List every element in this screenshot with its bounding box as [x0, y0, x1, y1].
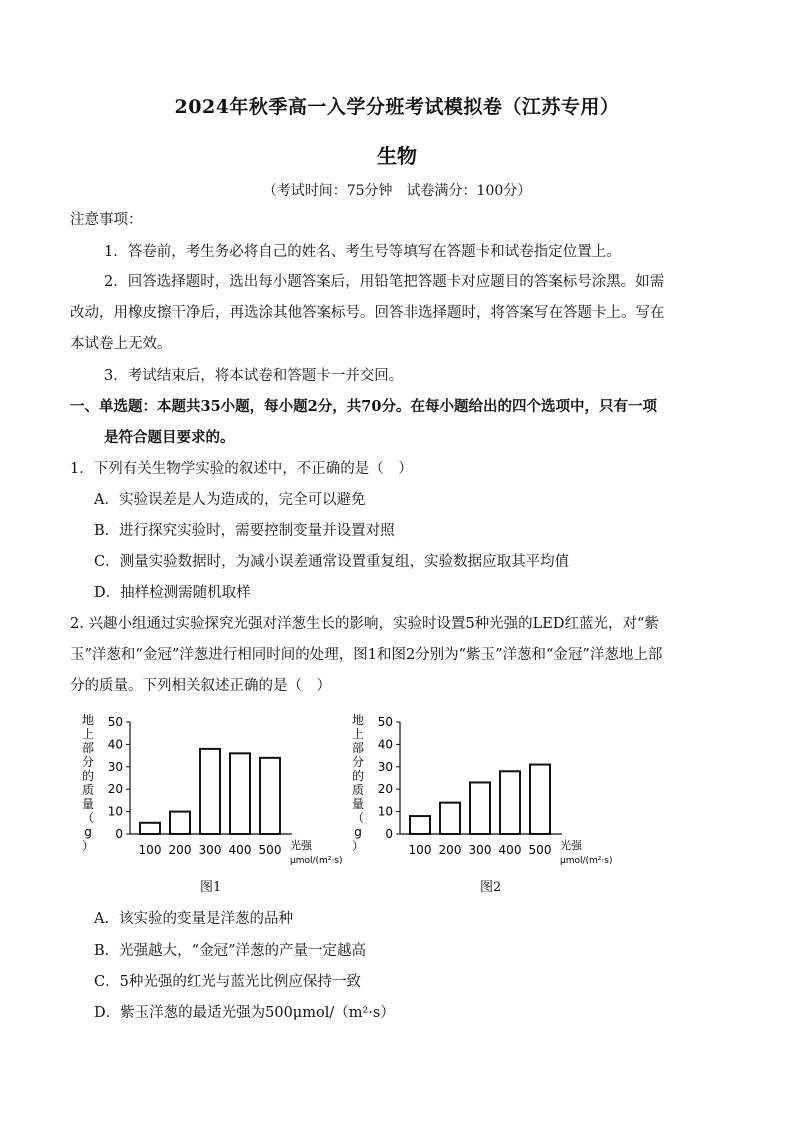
notes-heading: 注意事项： [70, 212, 143, 228]
y-tick-label: 50 [377, 715, 393, 729]
y-tick-label: 50 [107, 715, 123, 729]
bar [530, 765, 550, 834]
note-item-1: 1．答卷前，考生务必将自己的姓名、考生号等填写在答题卡和试卷指定位置上。 [104, 244, 621, 260]
x-tick-label: 200 [438, 843, 462, 857]
x-tick-label: 400 [498, 843, 522, 857]
question-2-stem-line-2: 玉”洋葱和“金冠”洋葱进行相同时间的处理，图1和图2分别为“紫玉”洋葱和“金冠”洋葱地上部 [70, 647, 663, 663]
y-tick-label: 10 [107, 804, 123, 819]
exam-title: 2024年秋季高一入学分班考试模拟卷（江苏专用） [174, 96, 620, 118]
x-tick-label: 400 [228, 843, 252, 857]
bar [410, 816, 430, 834]
y-axis-label: 地上部分的质量（ g ） [351, 713, 365, 853]
y-tick-label: 30 [377, 759, 393, 774]
figure-2-chart [348, 710, 638, 874]
note-item-3: 3．考试结束后，将本试卷和答题卡一并交回。 [104, 368, 404, 384]
question-2-option-b: B．光强越大，“金冠”洋葱的产量一定越高 [94, 943, 366, 959]
y-tick-label: 30 [107, 759, 123, 774]
x-tick-label: 200 [168, 843, 192, 857]
question-2-stem-line-1: 2. 兴趣小组通过实验探究光强对洋葱生长的影响，实验时设置5种光强的LED红蓝光，对“紫 [70, 616, 659, 632]
question-1-option-c: C．测量实验数据时，为减小误差通常设置重复组，实验数据应取其平均值 [94, 554, 570, 570]
note-item-2-line-1: 2．回答选择题时，选出每小题答案后，用铅笔把答题卡对应题目的答案标号涂黑。如需 [104, 274, 665, 290]
note-item-2-line-2: 改动，用橡皮擦干净后，再选涂其他答案标号。回答非选择题时，将答案写在答题卡上。写在 [70, 305, 665, 321]
y-tick-label: 40 [107, 737, 123, 752]
y-tick-label: 20 [107, 782, 123, 797]
x-tick-label: 300 [468, 843, 492, 857]
y-tick-label: 40 [377, 737, 393, 752]
x-tick-label: 100 [138, 843, 162, 857]
question-1-option-d: D．抽样检测需随机取样 [94, 585, 251, 601]
y-tick-label: 10 [377, 804, 393, 819]
figure-1-svg [78, 710, 358, 870]
question-1-option-b: B．进行探究实验时，需要控制变量并设置对照 [94, 523, 395, 539]
x-axis-unit: μmol/(m²·s) [560, 856, 613, 866]
figure-1-chart [78, 710, 358, 874]
question-2-option-a: A．该实验的变量是洋葱的品种 [94, 911, 293, 927]
question-2-stem-line-3: 分的质量。下列相关叙述正确的是（ ） [70, 678, 331, 694]
question-1-stem: 1．下列有关生物学实验的叙述中，不正确的是（ ） [70, 461, 413, 477]
bar [170, 812, 190, 834]
note-item-2-line-3: 本试卷上无效。 [70, 336, 172, 352]
bar [140, 823, 160, 834]
bar [500, 771, 520, 834]
figure-2-svg [348, 710, 638, 870]
y-tick-label: 0 [115, 827, 123, 841]
section-heading-line-2: 是符合题目要求的。 [104, 429, 235, 446]
exam-info: （考试时间：75分钟 试卷满分：100分） [262, 183, 532, 199]
figure-1-caption: 图1 [200, 880, 222, 895]
question-2-option-c: C．5种光强的红光与蓝光比例应保持一致 [94, 974, 361, 990]
figure-2-caption: 图2 [480, 880, 502, 895]
y-tick-label: 20 [377, 782, 393, 797]
subject-title: 生物 [377, 144, 417, 168]
bar [260, 758, 280, 834]
x-axis-label: 光强 [290, 839, 312, 852]
x-axis-label: 光强 [560, 839, 582, 852]
y-tick-label: 0 [385, 827, 393, 841]
x-tick-label: 300 [198, 843, 222, 857]
x-tick-label: 100 [408, 843, 432, 857]
bar [230, 753, 250, 834]
x-tick-label: 500 [528, 843, 552, 857]
x-tick-label: 500 [258, 843, 282, 857]
x-axis-unit: μmol/(m²·s) [290, 856, 343, 866]
bar [440, 803, 460, 834]
y-axis-label: 地上部分的质量（ g ） [81, 713, 95, 853]
bar [470, 782, 490, 834]
question-1-option-a: A．实验误差是人为造成的，完全可以避免 [94, 492, 366, 508]
section-heading: 一、单选题：本题共35小题，每小题2分，共70分。在每小题给出的四个选项中，只有一项 [70, 398, 657, 415]
bar [200, 749, 220, 834]
question-2-option-d: D．紫玉洋葱的最适光强为500μmol/（m²·s） [94, 1005, 395, 1021]
